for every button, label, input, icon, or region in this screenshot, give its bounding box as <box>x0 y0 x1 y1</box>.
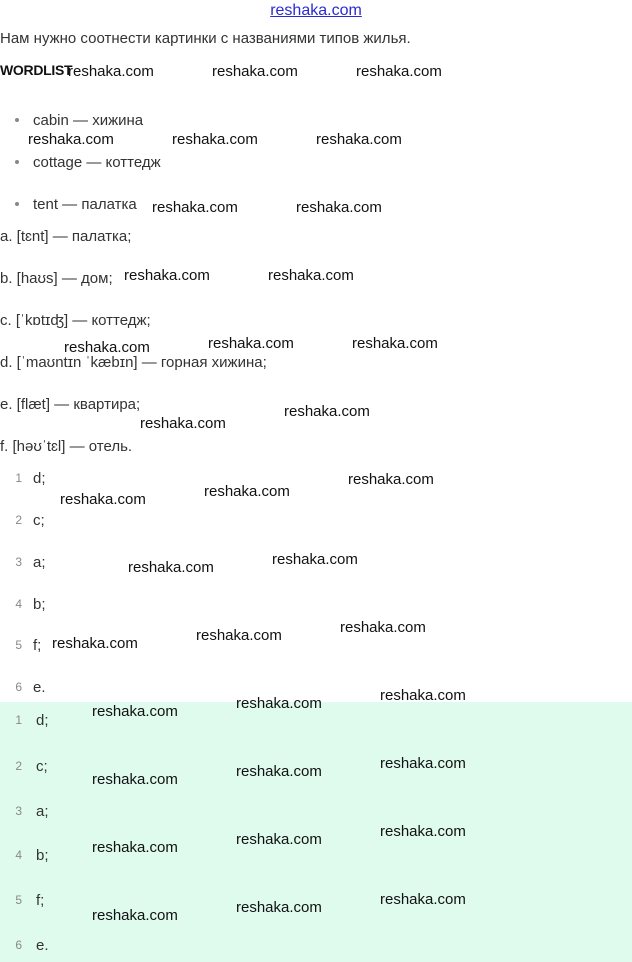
answer-number: 1 <box>15 471 22 485</box>
bullet-icon <box>15 202 19 206</box>
watermark-text: reshaka.com <box>172 131 258 148</box>
watermark-text: reshaka.com <box>152 199 238 216</box>
answer-number: 2 <box>15 513 22 527</box>
watermark-text: reshaka.com <box>316 131 402 148</box>
answer-number: 3 <box>15 555 22 569</box>
answer-number: 5 <box>15 638 22 652</box>
watermark-text: reshaka.com <box>52 635 138 652</box>
watermark-text: reshaka.com <box>92 771 178 788</box>
watermark-text: reshaka.com <box>272 551 358 568</box>
watermark-text: reshaka.com <box>284 403 370 420</box>
watermark-text: reshaka.com <box>208 335 294 352</box>
housing-entry: a. [tɛnt] — палатка; <box>0 228 132 245</box>
watermark-text: reshaka.com <box>68 63 154 80</box>
watermark-text: reshaka.com <box>352 335 438 352</box>
intro-text: Нам нужно соотнести картинки с названиями типов жилья. <box>0 30 411 47</box>
answer-number: 6 <box>15 680 22 694</box>
housing-entry: b. [haʊs] — дом; <box>0 270 113 287</box>
answer-number: 4 <box>15 848 22 862</box>
answer-number: 3 <box>15 804 22 818</box>
watermark-text: reshaka.com <box>92 839 178 856</box>
watermark-text: reshaka.com <box>380 687 466 704</box>
housing-entry: c. [ˈkɒtɪʤ] — коттедж; <box>0 312 151 329</box>
answer-value: b; <box>36 847 49 864</box>
answer-value: e. <box>33 679 46 696</box>
wordlist-item: cabin — хижина <box>33 112 143 129</box>
answer-value: b; <box>33 596 46 613</box>
bullet-icon <box>15 118 19 122</box>
watermark-text: reshaka.com <box>380 755 466 772</box>
watermark-text: reshaka.com <box>236 695 322 712</box>
answer-number: 1 <box>15 713 22 727</box>
answer-value: e. <box>36 937 49 954</box>
housing-entry: e. [flæt] — квартира; <box>0 396 141 413</box>
site-link[interactable]: reshaka.com <box>270 2 362 19</box>
answer-value: d; <box>36 712 49 729</box>
wordlist-label: WORDLIST <box>0 62 73 78</box>
watermark-text: reshaka.com <box>212 63 298 80</box>
watermark-text: reshaka.com <box>348 471 434 488</box>
watermark-text: reshaka.com <box>380 823 466 840</box>
watermark-text: reshaka.com <box>236 831 322 848</box>
watermark-text: reshaka.com <box>268 267 354 284</box>
answer-number: 2 <box>15 759 22 773</box>
wordlist-item: tent — палатка <box>33 196 137 213</box>
answer-value: f; <box>36 892 45 909</box>
wordlist-item: cottage — коттедж <box>33 154 161 171</box>
watermark-text: reshaka.com <box>92 907 178 924</box>
watermark-text: reshaka.com <box>236 899 322 916</box>
watermark-text: reshaka.com <box>340 619 426 636</box>
answer-number: 6 <box>15 938 22 952</box>
watermark-text: reshaka.com <box>236 763 322 780</box>
answer-number: 4 <box>15 597 22 611</box>
watermark-text: reshaka.com <box>92 703 178 720</box>
answer-value: a; <box>33 554 46 571</box>
answer-value: c; <box>36 758 48 775</box>
watermark-text: reshaka.com <box>204 483 290 500</box>
watermark-text: reshaka.com <box>60 491 146 508</box>
watermark-text: reshaka.com <box>356 63 442 80</box>
housing-entry: d. [ˈmaʊntɪn ˈkæbɪn] — горная хижина; <box>0 354 267 371</box>
watermark-text: reshaka.com <box>124 267 210 284</box>
watermark-text: reshaka.com <box>64 339 150 356</box>
answer-value: f; <box>33 637 42 654</box>
watermark-text: reshaka.com <box>28 131 114 148</box>
housing-entry: f. [həʊˈtɛl] — отель. <box>0 438 133 455</box>
watermark-text: reshaka.com <box>296 199 382 216</box>
answer-number: 5 <box>15 893 22 907</box>
watermark-text: reshaka.com <box>196 627 282 644</box>
watermark-text: reshaka.com <box>140 415 226 432</box>
answer-value: d; <box>33 470 46 487</box>
answer-value: c; <box>33 512 45 529</box>
watermark-text: reshaka.com <box>128 559 214 576</box>
bullet-icon <box>15 160 19 164</box>
watermark-text: reshaka.com <box>380 891 466 908</box>
answer-value: a; <box>36 803 49 820</box>
